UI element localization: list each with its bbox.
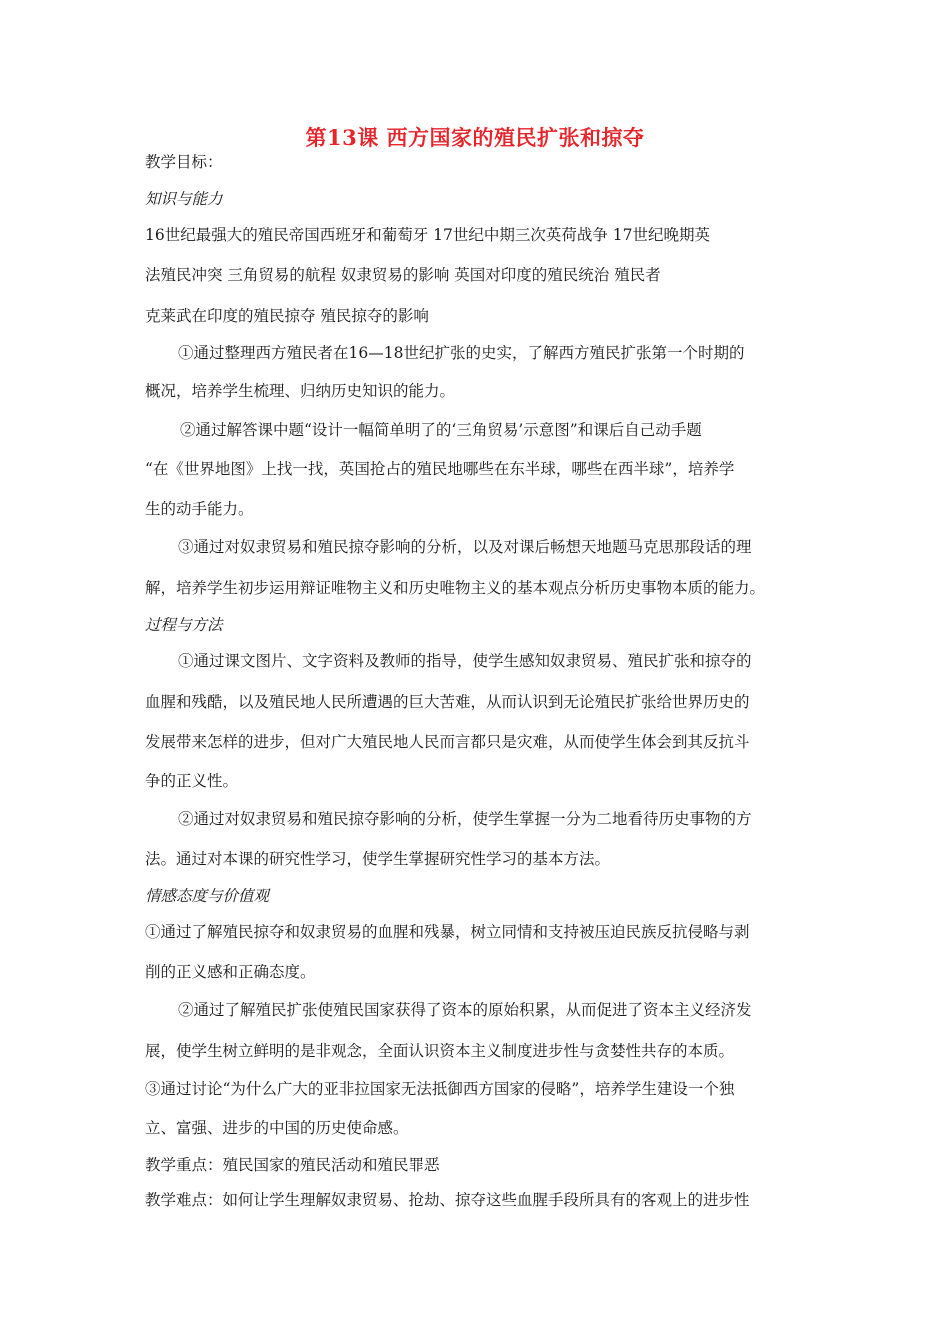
paragraph-line: 立、富强、进步的中国的历史使命感。 [145,1119,409,1137]
paragraph-line: ②通过了解殖民扩张使殖民国家获得了资本的原始积累，从而促进了资本主义经济发 [178,1001,752,1019]
paragraph-line: 争的正义性。 [145,772,239,790]
paragraph-line: 削的正义感和正确态度。 [145,963,316,981]
paragraph-line: ②通过对奴隶贸易和殖民掠夺影响的分析，使学生掌握一分为二地看待历史事物的方 [178,810,752,828]
paragraph-line: “在《世界地图》上找一找，英国抢占的殖民地哪些在东半球，哪些在西半球”，培养学 [145,460,735,478]
paragraph-line: ①通过课文图片、文字资料及教师的指导，使学生感知奴隶贸易、殖民扩张和掠夺的 [178,652,752,670]
knowledge-topics-line-3: 克莱武在印度的殖民掠夺 殖民掠夺的影响 [145,307,429,325]
paragraph-line: 生的动手能力。 [145,500,254,518]
paragraph-line: 发展带来怎样的进步，但对广大殖民地人民而言都只是灾难，从而使学生体会到其反抗斗 [145,733,750,751]
knowledge-topics-line-2: 法殖民冲突 三角贸易的航程 奴隶贸易的影响 英国对印度的殖民统治 殖民者 [145,266,661,284]
knowledge-topics-line-1: 16世纪最强大的殖民帝国西班牙和葡萄牙 17世纪中期三次英荷战争 17世纪晚期英 [145,226,711,244]
paragraph-line: ①通过了解殖民掠夺和奴隶贸易的血腥和残暴，树立同情和支持被压迫民族反抗侵略与剥 [145,923,750,941]
paragraph-line: ③通过讨论“为什么广大的亚非拉国家无法抵御西方国家的侵略”，培养学生建设一个独 [145,1080,735,1098]
teaching-goals-label: 教学目标： [145,153,223,171]
section-heading-knowledge: 知识与能力 [145,190,223,208]
lesson-title: 第13课 西方国家的殖民扩张和掠夺 [305,125,645,150]
paragraph-line: 法。通过对本课的研究性学习，使学生掌握研究性学习的基本方法。 [145,850,611,868]
paragraph-line: 概况，培养学生梳理、归纳历史知识的能力。 [145,382,456,400]
paragraph-line: 血腥和残酷，以及殖民地人民所遭遇的巨大苦难，从而认识到无论殖民扩张给世界历史的 [145,693,750,711]
section-heading-attitude: 情感态度与价值观 [145,887,270,905]
section-heading-process: 过程与方法 [145,616,223,634]
paragraph-line: ③通过对奴隶贸易和殖民掠夺影响的分析，以及对课后畅想天地题马克思那段话的理 [178,538,752,556]
teaching-focus: 教学重点：殖民国家的殖民活动和殖民罪恶 [145,1156,440,1174]
paragraph-line: ①通过整理西方殖民者在16—18世纪扩张的史实，了解西方殖民扩张第一个时期的 [178,344,745,362]
teaching-difficulty: 教学难点：如何让学生理解奴隶贸易、抢劫、掠夺这些血腥手段所具有的客观上的进步性 [145,1191,750,1209]
paragraph-line: 解，培养学生初步运用辩证唯物主义和历史唯物主义的基本观点分析历史事物本质的能力。 [145,579,766,597]
paragraph-line: 展，使学生树立鲜明的是非观念，全面认识资本主义制度进步性与贪婪性共存的本质。 [145,1042,735,1060]
paragraph-line: ②通过解答课中题“设计一幅简单明了的‘三角贸易’示意图”和课后自己动手题 [180,421,702,439]
